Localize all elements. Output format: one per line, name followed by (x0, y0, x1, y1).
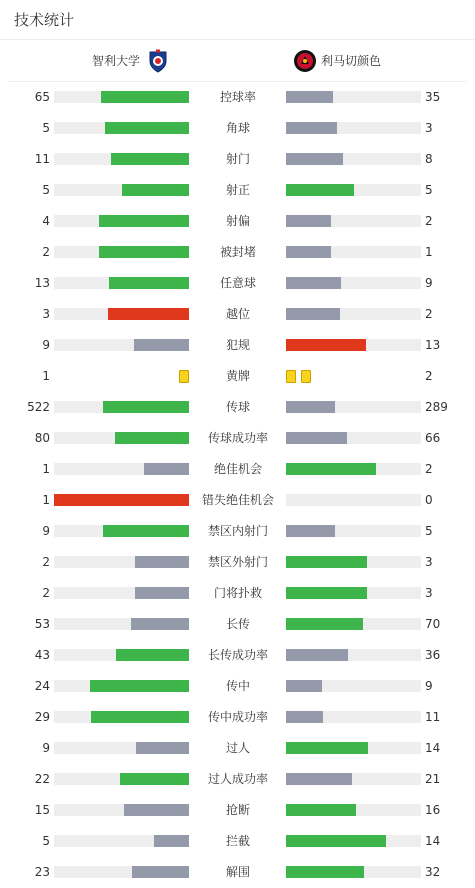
home-stat-bar-fill (116, 649, 189, 661)
home-stat-bar-fill (120, 773, 189, 785)
stats-header (0, 0, 475, 40)
away-stat-value: 9 (425, 276, 433, 290)
away-stat-value: 289 (425, 400, 448, 414)
away-stat-value: 21 (425, 772, 441, 786)
home-stat-bar (54, 742, 189, 754)
stat-row (0, 640, 475, 671)
away-stat-value: 32 (425, 865, 441, 879)
home-stat-bar-fill (99, 246, 189, 258)
stat-label: 黄牌 (225, 369, 250, 383)
away-stat-bar (286, 184, 421, 196)
home-stat-bar (54, 587, 189, 599)
home-stat-bar-fill (115, 432, 189, 444)
home-stat-value: 23 (34, 865, 50, 879)
home-stat-bar-fill (99, 215, 189, 227)
home-stat-bar-fill (108, 308, 189, 320)
away-stat-bar (286, 494, 421, 506)
stats-list (0, 82, 475, 888)
away-stat-bar-fill (286, 91, 333, 103)
stat-row (0, 206, 475, 237)
away-stat-bar-fill (286, 618, 363, 630)
away-stat-bar-fill (286, 308, 340, 320)
away-team-name: 利马切颜色 (321, 54, 382, 68)
stat-label: 射正 (225, 183, 250, 197)
home-stat-bar-fill (111, 153, 189, 165)
home-yellow-cards (179, 370, 189, 383)
stat-label: 过人成功率 (207, 772, 268, 786)
stat-label: 被封堵 (219, 245, 256, 259)
away-stat-value: 5 (425, 183, 433, 197)
stat-label: 任意球 (219, 276, 256, 290)
home-stat-value: 2 (42, 555, 50, 569)
away-stat-value: 14 (425, 741, 441, 755)
home-stat-value: 1 (42, 369, 50, 383)
home-stat-bar-fill (135, 556, 189, 568)
away-stat-bar-fill (286, 277, 341, 289)
away-stat-bar-fill (286, 556, 367, 568)
home-stat-bar-fill (131, 618, 189, 630)
stat-label: 绝佳机会 (213, 462, 262, 476)
stat-label: 解围 (225, 865, 250, 879)
away-stat-bar-fill (286, 401, 335, 413)
away-stat-bar (286, 401, 421, 413)
home-stat-bar (54, 680, 189, 692)
home-stat-bar (54, 866, 189, 878)
away-stat-bar (286, 339, 421, 351)
home-stat-value: 29 (34, 710, 50, 724)
home-stat-bar (54, 91, 189, 103)
away-stat-value: 2 (425, 307, 433, 321)
home-stat-value: 13 (34, 276, 50, 290)
stat-row (0, 671, 475, 702)
universidad-de-chile-crest-icon (146, 49, 170, 73)
stat-row (0, 485, 475, 516)
stat-row (0, 516, 475, 547)
stat-row (0, 237, 475, 268)
home-stat-bar-fill (54, 494, 189, 506)
away-stat-value: 66 (425, 431, 441, 445)
stat-label: 传中 (225, 679, 250, 693)
home-stat-bar (54, 432, 189, 444)
home-stat-bar-fill (144, 463, 189, 475)
home-stat-value: 9 (42, 524, 50, 538)
stat-row (0, 144, 475, 175)
stat-label: 抢断 (225, 803, 250, 817)
home-stat-bar (54, 773, 189, 785)
away-stat-bar (286, 649, 421, 661)
home-stat-bar (54, 246, 189, 258)
home-stat-value: 43 (34, 648, 50, 662)
home-stat-bar-fill (132, 866, 189, 878)
away-stat-bar (286, 463, 421, 475)
home-stat-bar (54, 804, 189, 816)
away-stat-value: 36 (425, 648, 441, 662)
away-team[interactable] (293, 49, 381, 73)
home-stat-value: 53 (34, 617, 50, 631)
away-stat-bar-fill (286, 432, 347, 444)
home-stat-bar-fill (122, 184, 190, 196)
away-stat-bar (286, 680, 421, 692)
stat-row (0, 857, 475, 888)
away-stat-bar (286, 91, 421, 103)
home-team[interactable] (92, 49, 170, 73)
home-stat-bar-fill (91, 711, 189, 723)
home-stat-value: 15 (34, 803, 50, 817)
away-stat-value: 9 (425, 679, 433, 693)
stat-row (0, 733, 475, 764)
home-stat-value: 5 (42, 183, 50, 197)
home-stat-bar-fill (101, 91, 189, 103)
away-stat-bar-fill (286, 866, 364, 878)
stat-label: 射偏 (225, 214, 250, 228)
away-stat-value: 8 (425, 152, 433, 166)
away-stat-bar-fill (286, 742, 368, 754)
away-stat-bar-fill (286, 649, 348, 661)
home-stat-bar-fill (105, 122, 189, 134)
stat-row (0, 764, 475, 795)
away-stat-value: 35 (425, 90, 441, 104)
away-stat-bar (286, 525, 421, 537)
stat-label: 角球 (225, 121, 250, 135)
away-stat-bar-fill (286, 463, 376, 475)
home-stat-bar (54, 401, 189, 413)
away-stat-value: 2 (425, 214, 433, 228)
home-stat-value: 1 (42, 462, 50, 476)
home-stat-bar-fill (90, 680, 189, 692)
home-stat-bar (54, 556, 189, 568)
stat-row (0, 702, 475, 733)
home-stat-value: 9 (42, 338, 50, 352)
teams-bar (8, 41, 466, 82)
home-stat-bar-fill (103, 525, 189, 537)
away-stat-bar-fill (286, 339, 366, 351)
away-stat-bar-fill (286, 122, 337, 134)
stat-row (0, 423, 475, 454)
home-stat-value: 522 (27, 400, 50, 414)
away-stat-bar (286, 122, 421, 134)
home-stat-value: 3 (42, 307, 50, 321)
stat-row (0, 175, 475, 206)
away-stat-bar (286, 277, 421, 289)
away-stat-bar (286, 866, 421, 878)
away-stat-bar-fill (286, 680, 322, 692)
stat-row (0, 299, 475, 330)
away-stat-value: 3 (425, 586, 433, 600)
away-stat-value: 16 (425, 803, 441, 817)
stat-row (0, 547, 475, 578)
stat-row (0, 392, 475, 423)
stat-row (0, 113, 475, 144)
home-stat-bar (54, 122, 189, 134)
stat-label: 禁区外射门 (207, 555, 268, 569)
away-stat-bar (286, 773, 421, 785)
home-stat-bar (54, 215, 189, 227)
away-stat-bar (286, 742, 421, 754)
away-stat-value: 0 (425, 493, 433, 507)
away-stat-value: 70 (425, 617, 441, 631)
away-stat-bar-fill (286, 215, 331, 227)
away-stat-bar-fill (286, 835, 386, 847)
stat-label: 传球成功率 (207, 431, 268, 445)
home-stat-bar-fill (135, 587, 189, 599)
deportes-limache-crest-icon (293, 49, 317, 73)
home-stat-bar (54, 277, 189, 289)
home-stat-value: 22 (34, 772, 50, 786)
home-stat-bar (54, 184, 189, 196)
stat-label: 传中成功率 (207, 710, 268, 724)
home-stat-bar (54, 153, 189, 165)
away-stat-bar (286, 804, 421, 816)
away-stat-value: 5 (425, 524, 433, 538)
stat-label: 过人 (225, 741, 250, 755)
stat-label: 拦截 (225, 834, 250, 848)
away-stat-bar (286, 618, 421, 630)
home-stat-bar-fill (103, 401, 189, 413)
home-stat-value: 2 (42, 245, 50, 259)
away-stat-bar-fill (286, 773, 352, 785)
home-stat-value: 1 (42, 493, 50, 507)
stat-label: 传球 (225, 400, 250, 414)
home-stat-value: 5 (42, 121, 50, 135)
stat-row (0, 268, 475, 299)
home-team-name: 智利大学 (91, 54, 140, 68)
home-stat-bar (54, 463, 189, 475)
away-stat-bar-fill (286, 711, 323, 723)
home-stat-value: 65 (34, 90, 50, 104)
home-stat-bar (54, 618, 189, 630)
home-stat-value: 9 (42, 741, 50, 755)
away-stat-value: 3 (425, 555, 433, 569)
page-title: 技术统计 (14, 11, 75, 29)
away-stat-bar (286, 308, 421, 320)
away-stat-bar (286, 153, 421, 165)
stat-row (0, 609, 475, 640)
home-stat-value: 4 (42, 214, 50, 228)
away-stat-bar (286, 246, 421, 258)
away-stat-bar-fill (286, 525, 335, 537)
stat-row (0, 826, 475, 857)
stat-label: 越位 (225, 307, 250, 321)
home-stat-bar (54, 711, 189, 723)
home-stat-bar (54, 308, 189, 320)
home-stat-value: 80 (34, 431, 50, 445)
stat-label: 长传成功率 (207, 648, 268, 662)
away-stat-value: 11 (425, 710, 441, 724)
stat-label: 禁区内射门 (207, 524, 268, 538)
home-stat-bar (54, 494, 189, 506)
home-stat-value: 5 (42, 834, 50, 848)
home-stat-value: 24 (34, 679, 50, 693)
away-stat-value: 2 (425, 462, 433, 476)
away-stat-bar-fill (286, 587, 367, 599)
away-stat-bar-fill (286, 804, 356, 816)
away-stat-value: 2 (425, 369, 433, 383)
away-stat-value: 1 (425, 245, 433, 259)
away-stat-bar (286, 587, 421, 599)
yellow-card-icon (179, 370, 189, 383)
stat-label: 犯规 (225, 338, 250, 352)
away-stat-value: 3 (425, 121, 433, 135)
home-stat-value: 11 (34, 152, 50, 166)
home-stat-bar (54, 339, 189, 351)
away-stat-value: 13 (425, 338, 441, 352)
home-stat-bar-fill (154, 835, 189, 847)
stat-row (0, 795, 475, 826)
away-stat-bar-fill (286, 184, 354, 196)
away-yellow-cards (286, 370, 311, 383)
stat-label: 长传 (225, 617, 250, 631)
away-stat-bar (286, 835, 421, 847)
stat-label: 门将扑救 (213, 586, 262, 600)
away-stat-bar (286, 711, 421, 723)
away-stat-bar (286, 215, 421, 227)
yellow-card-icon (301, 370, 311, 383)
home-stat-bar (54, 649, 189, 661)
stat-label: 控球率 (219, 90, 256, 104)
away-stat-value: 14 (425, 834, 441, 848)
stat-row (0, 361, 475, 392)
stat-row (0, 82, 475, 113)
away-stat-bar (286, 432, 421, 444)
home-stat-bar-fill (136, 742, 189, 754)
home-stat-bar (54, 525, 189, 537)
home-stat-bar-fill (124, 804, 189, 816)
away-stat-bar-fill (286, 246, 331, 258)
home-stat-value: 2 (42, 586, 50, 600)
home-stat-bar-fill (134, 339, 189, 351)
stat-label: 射门 (225, 152, 250, 166)
stat-row (0, 454, 475, 485)
stat-row (0, 330, 475, 361)
home-stat-bar-fill (109, 277, 189, 289)
away-stat-bar (286, 556, 421, 568)
stat-row (0, 578, 475, 609)
yellow-card-icon (286, 370, 296, 383)
stat-label: 错失绝佳机会 (201, 493, 274, 507)
away-stat-bar-fill (286, 153, 343, 165)
home-stat-bar (54, 835, 189, 847)
